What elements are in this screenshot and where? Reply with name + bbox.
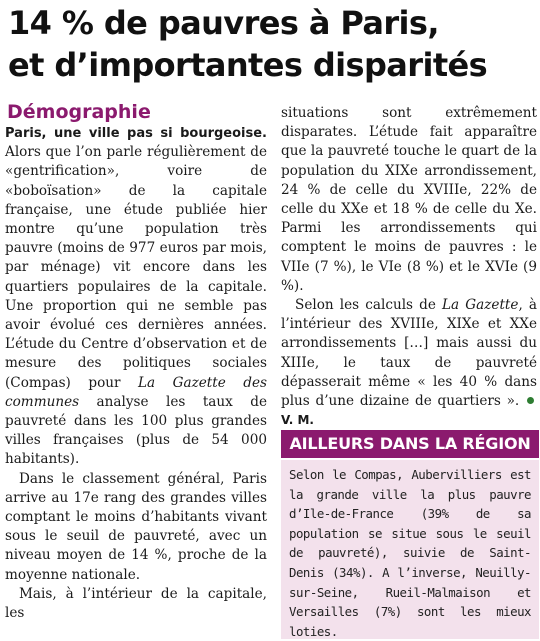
sidebar-title: AILLEURS DANS LA RÉGION (281, 430, 539, 458)
paragraph-4-text-b: , à l’intérieur des XVIIIe, XIXe et XXe arrondissements […] mais aussi du XIIIe, le taux de pauvreté dépasserait même « les 40 % dans plus d’une dizaine de quartiers ». (281, 297, 537, 410)
paragraph-1-text-a: Alors que l’on parle régulièrement de «gentrification», voire de «boboïsation» de la capitale française, une étude publiée hier montre qu’une population très pauvre (moins de 977 euros par mois, par ménage) vit encore dans les quartiers populaires de la capitale. Une proportion qui ne semble pas avoir évolué ces dernières années. L’étude du Centre d’observation et de mesure des politiques sociales (Compas) pour (5, 144, 267, 391)
headline (8, 2, 533, 86)
right-column (281, 104, 537, 430)
paragraph-3-continued: situations sont extrêmement disparates. L’étude fait apparaître que la pauvreté touche le quart de la population du XIXe arrondissement, 24 % de celle du XVIIIe, 22% de celle du XXe et 18 % de celle du Xe. Parmi les arrondissements qui comptent le moins de pauvres : le VIIe (7 %), le VIe (8 %) et le XVIe (9 %). (281, 105, 537, 294)
paragraph-1 (5, 124, 267, 470)
sidebar-text: Selon le Compas, Aubervilliers est la grande ville la plus pauvre d’Ile-de-France (39% de sa population se situe sous le seuil de pauvreté), suivie de Saint-Denis (34%). A l’inverse, Neuilly-sur-Seine, Rueil-Malmaison et Versailles (7%) sont les mieux loties. (289, 467, 531, 639)
bullet-dot-icon (527, 397, 534, 404)
left-column (5, 100, 267, 623)
source-name: La Gazette des communes (5, 374, 267, 410)
paragraph-4-text-a: Selon les calculs de (295, 297, 443, 314)
headline-line-2: et d’importantes disparités (8, 46, 488, 84)
paragraph-1-text-b: analyse les taux de pauvreté dans les 100 plus grandes villes françaises (plus de 54 000 habitants). (5, 393, 267, 468)
source-name-short: La Gazette (442, 297, 519, 314)
paragraph-2: Dans le classement général, Paris arrive au 17e rang des grandes villes comptant le moins d’habitants vivant sous le seuil de pauvreté, avec un niveau moyen de 14 %, proche de la moyenne nationale. (5, 470, 267, 583)
author-signature: V. M. (281, 413, 314, 428)
headline-line-1: 14 % de pauvres à Paris, (8, 4, 439, 42)
paragraph-4 (281, 296, 537, 430)
sidebar-box (281, 460, 539, 639)
section-kicker: Démographie (7, 101, 151, 123)
paragraph-3: Mais, à l’intérieur de la capitale, les (5, 585, 267, 622)
lead-sentence: Paris, une ville pas si bourgeoise. (5, 126, 267, 141)
